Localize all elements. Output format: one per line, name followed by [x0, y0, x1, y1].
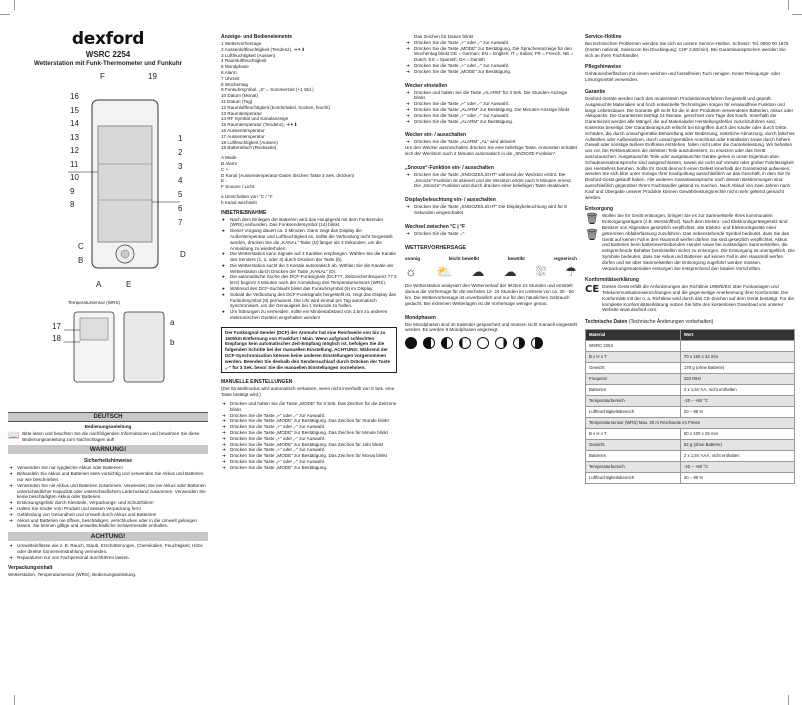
arrow-icon: ➔ [222, 453, 226, 459]
unit-switch-list [405, 231, 577, 237]
callout-label: C [78, 242, 84, 251]
snooze-list [405, 172, 577, 189]
setup-list [221, 217, 397, 321]
list-item-text: Akkus und Batterien nie öffnen, beschädigen, verschlucken oder in die Umwelt gelangen lassen. Sie können giftige und umweltschädliche Schwermetalle enthalten. [17, 517, 197, 529]
section-heading: Displaybeleuchtung ein- / ausschalten [405, 197, 496, 204]
callout-label: b [170, 338, 175, 347]
table-cell: Luftfeuchtigkeitsbereich [586, 407, 681, 418]
callout-label: 10 [70, 173, 79, 182]
list-item: D Kanal (Aussentemperatur-Daten löschen Taste 3 Sek. drücken) [221, 172, 355, 178]
sensor-figure [8, 300, 208, 408]
list-item: 14 RF Symbol und Kanalanzeige [221, 116, 289, 122]
bullet-icon: ● [222, 286, 225, 292]
arrow-icon: ➔ [406, 89, 410, 95]
list-item [405, 90, 577, 102]
list-item-text: Drücken Sie die Taste „+“ oder „-“ zur Auswahl. [414, 112, 510, 118]
rain-cloud-icon: ☂ [565, 264, 577, 280]
table-cell: -20 – +60 °C [680, 462, 794, 473]
crop-mark [0, 14, 10, 15]
table-cell: 60 x 100 x 25 mm [680, 429, 794, 440]
list-item-text: Dieser Vorgang dauert ca. 3 Minuten. Dann zeigt das Display die Außentemperatur und Luftfeuchtigkeit an. Sollte die Verbindung nicht hergestellt werden, drücken Sie die „KANAL“ Taste (D) länger als 3 Sekunden, um die Anmeldung zu wiederholen. [230, 228, 393, 251]
section-heading: Mondphasen [405, 314, 436, 321]
list-item-text: Drücken Sie die Taste „MODE“ zur Bestätigung. Das Zeichen für Minute blinkt [230, 430, 388, 436]
arrow-icon: ➔ [406, 139, 410, 145]
section-heading: Wecker ein- / ausschalten [405, 132, 467, 139]
list-item-text: Drücken Sie die Taste „MODE“ zur Bestätigung. [230, 464, 328, 470]
list-item [221, 309, 397, 321]
section-heading: Sicherheitshinweise [83, 458, 133, 465]
table-row [586, 418, 795, 429]
table-row [586, 462, 795, 473]
table-cell: Temperaturbereich [586, 462, 681, 473]
sensor-buttons-list [221, 194, 397, 206]
bullet-icon: ● [222, 251, 225, 257]
list-item-text: Drücken und halten Sie die Taste „MODE“ für 3 Sek. Das Zeichen für die Zeitzone blinkt. [230, 401, 397, 412]
table-cell: 52 g (ohne Batterie) [680, 440, 794, 451]
sensor-label: Temperatursensor (WRS) [68, 300, 121, 305]
arrow-icon: ➔ [9, 554, 13, 560]
list-item [221, 465, 397, 471]
table-cell: Batterien [586, 451, 681, 462]
book-icon: 📖 [8, 429, 20, 440]
list-item-text: Gefährdung von Gesundheit und Umwelt durch Akkus und Batterien! [17, 511, 157, 517]
callout-label: 18 [52, 334, 61, 343]
list-item-text: Drücken Sie die Taste „+“ oder „-“ zur Auswahl. [230, 447, 326, 453]
list-item: 13 Raumtemperatur [221, 110, 262, 116]
arrow-icon: ➔ [222, 459, 226, 464]
list-item [221, 263, 397, 275]
section-heading: WETTERVORHERSAGE [405, 244, 466, 251]
arrow-icon: ➔ [406, 39, 410, 45]
table-cell: B x H x T [586, 429, 681, 440]
bullet-icon: ● [222, 291, 225, 297]
callout-label: 9 [70, 186, 75, 196]
bullet-icon: ● [222, 262, 225, 268]
arrow-icon: ➔ [9, 500, 13, 506]
table-cell: Luftfeuchtigkeitsbereich [586, 473, 681, 484]
callout-label: 13 [70, 132, 79, 142]
sensor-illustration [8, 308, 208, 408]
callout-label: E [126, 280, 132, 289]
list-item [405, 204, 577, 216]
left-callouts [70, 90, 84, 212]
date-steps-list [405, 40, 577, 75]
list-item: B Alarm [221, 160, 238, 166]
moon-phase-icon [495, 337, 507, 349]
hotline-text: Bei technischen Problemen wenden Sie sich an unsere Service-Hotline. Schweiz: Tel. 0900 00 1675 (Kosten national, Swisscom bei Drucklegung: CHF 2,60/min). Bei Garantieansprüchen wenden Sie sich an Ihren Fachhändler. [585, 41, 789, 58]
table-cell: 2 x 1,5V AA, nicht enthalten [680, 385, 794, 396]
list-item: 8 Wochentag [221, 81, 248, 87]
alarm-toggle-list [405, 139, 577, 145]
moon-phase-icon [459, 337, 471, 349]
display-elements-list [221, 41, 397, 151]
disposal-icons [585, 213, 599, 271]
list-item [405, 231, 577, 237]
callout-label: 2 [178, 148, 183, 157]
moon-phase-icon [405, 337, 417, 349]
callout-label: 4 [178, 176, 183, 185]
list-item-text: Drücken Sie die Taste „+“ oder „-“ zur Auswahl. [230, 424, 326, 430]
list-item-text: Drücken Sie die Taste „ALARM“ zur Bestätigung. Die Minuten-Anzeige blinkt. [414, 106, 571, 112]
list-item-text: Drücken Sie die Taste „MODE“ zur Bestätigung. Das Zeichen für Stunde blinkt [230, 418, 389, 424]
table-cell: Temperatursensor (WRS) Max. 30 m Reichweite im Freien [586, 418, 795, 429]
section-heading: INBETRIEBNAHME [221, 209, 267, 216]
callout-label: 1 [178, 134, 183, 143]
arrow-icon: ➔ [9, 465, 13, 471]
callout-label: 8 [70, 200, 75, 209]
table-cell: 178 g (ohne Batterie) [680, 363, 794, 374]
crop-mark [14, 0, 15, 10]
table-cell: B x H x T [586, 352, 681, 363]
cloud-icon: ☁ [471, 264, 485, 280]
brand-logo: dexford [71, 29, 145, 49]
right-callouts [178, 132, 192, 230]
moon-text: Die Mondphasen sind im Kalender gespeichert und müssen nicht manuell eingestellt werden. Es werden 8 Mondphasen angezeigt. [405, 321, 577, 333]
disposal-block [585, 213, 795, 271]
table-cell: 20 – 95 % [680, 407, 794, 418]
arrow-icon: ➔ [406, 204, 410, 210]
list-item [221, 228, 397, 251]
arrow-icon: ➔ [406, 45, 410, 51]
alarm-note: Um den Wecker auszuschalten drücken Sie eine beliebige Taste. Ansonsten schaltet sich der Wecktom nach 2 Minuten automatisch in die „SNOOZE-Funktion“. [405, 145, 577, 156]
device-figure [8, 72, 208, 300]
list-item-text: Drücken Sie die Taste „MODE“ zur Bestätigung. Die Sprachenanzeige für den Wochentag blinkt GE = German; EN = English; IT = Italian; FR = French; NE = Dutch; ES = Spanish; DA = Danish [414, 45, 574, 63]
table-row [586, 363, 795, 374]
list-item-text: Während des DCF-Suchlaufs blinkt das Funkuhrsymbol (9) im Display. [230, 286, 374, 292]
arrow-icon: ➔ [9, 482, 13, 488]
list-item-text: Verwenden Sie nur typgleiche Akkus oder Batterien! [17, 465, 123, 471]
crop-mark [14, 695, 15, 705]
arrow-icon: ➔ [222, 412, 226, 418]
crop-mark [788, 695, 789, 705]
arrow-icon: ➔ [406, 68, 410, 74]
column-1 [8, 30, 208, 577]
list-item: 7 Uhrzeit [221, 75, 240, 81]
crossed-bin-icon: 🗑 [585, 229, 599, 242]
table-row [586, 407, 795, 418]
section-heading: Konformitätserklärung [585, 277, 639, 284]
arrow-icon: ➔ [222, 401, 226, 407]
list-item-text: Drücken und halten Sie die Taste „ALARM“ für 3 Sek. Die Stunden-Anzeige blinkt. [414, 89, 568, 101]
list-item: 6 Alarm [221, 69, 237, 75]
callout-label: 7 [178, 218, 183, 227]
section-heading: Verpackungsinhalt [8, 564, 53, 571]
notice-text: Bitte lesen und beachten Sie die nachfolgenden Informationen und bewahren Sie diese Bedienungsanleitung zum Nachschlagen auf! [22, 430, 200, 442]
callout-label: B [78, 256, 84, 265]
column-4 [585, 34, 795, 484]
pack-contents: Wetterstation, Temperatursensor (WRS), Bedienungsanleitung. [8, 571, 137, 577]
list-item: a Umschalten von °C / °F [221, 193, 273, 199]
list-item [405, 69, 577, 75]
list-item-text: Drücken Sie die Taste „+“ oder „-“ zur Auswahl. [414, 62, 510, 68]
list-item-text: Drücken Sie die Taste „-“ [414, 230, 465, 236]
alarm-steps-list [405, 90, 577, 125]
model-number: WSRC 2254 [85, 50, 131, 59]
table-header-cell: Material [586, 330, 681, 341]
bullet-icon: ● [222, 309, 225, 315]
list-item: 15 Raumtemperatur (Tendenz), ➔✦⬇ [221, 122, 298, 128]
list-item: 17 Aussentemperatur [221, 133, 265, 139]
list-item [8, 555, 208, 561]
list-item-text: Um Störungen zu vermeiden, sollte ein Mindestabstand von 2,5m zu anderen elektronischen Geräten eingehalten werden! [230, 309, 388, 321]
list-item-text: Drücken Sie die Taste „+“ oder „-“ zur Auswahl. [230, 435, 326, 441]
section-heading: Service-Hotline [585, 34, 622, 40]
arrow-icon: ➔ [222, 447, 226, 453]
arrow-icon: ➔ [406, 112, 410, 118]
list-item: 16 Aussentemperatur [221, 127, 265, 133]
arrow-icon: ➔ [406, 171, 410, 177]
callout-label: 11 [70, 159, 79, 169]
callout-label: 17 [52, 322, 61, 331]
arrow-icon: ➔ [406, 230, 410, 236]
section-heading: Bedienungsanleitung [84, 424, 132, 429]
list-item-text: Drücken Sie die Taste „+“ oder „-“ zur Auswahl. [230, 459, 326, 464]
list-item-text: Drücken Sie die Taste „ALARM“ zur Bestätigung. [414, 118, 514, 124]
table-row [586, 352, 795, 363]
arrow-icon: ➔ [222, 441, 226, 447]
list-item: 10 Datum (Monat) [221, 93, 259, 99]
section-heading: Garantie [585, 88, 606, 95]
list-item-text: Sobald die Verbindung des DCF-Funksignals hergestellt ist, zeigt das Display das Funkuhrsymbol (9) permanent. Die Uhr wird einmal pro Tag automatisch synchronisiert, um die Genauigkeit bei 1 Sekunde zu halten. [230, 291, 396, 309]
crop-mark [788, 0, 789, 10]
callout-label: F [100, 72, 105, 81]
list-item [405, 172, 577, 189]
list-item [221, 401, 397, 413]
list-item-text: Drücken Sie die Taste „ALARM“ „AL“ wird aktiviert [414, 139, 516, 145]
forecast-icons [405, 264, 577, 279]
table-row [586, 385, 795, 396]
forecast-label-partly-cloudy: leicht bewölkt [448, 255, 480, 261]
safety-list [8, 465, 208, 529]
table-row [586, 440, 795, 451]
table-cell: 70 x 160 x 32 mm [680, 352, 794, 363]
moon-phase-icon [531, 337, 543, 349]
disposal-text: Wollen Sie Ihr Gerät entsorgen, bringen Sie es zur Sammelstelle Ihres kommunalen Entsorgungsträgers (z.B. Wertstoffhof). Nach dem Elektro- und Elektronikgerätegesetz sind Besitzer von Altgeräten gesetzlich verpflichtet, alte Elektro- und Elektronikgeräte einer getrennten Abfallerfassung zuzuführen. Das nebenstehende Symbol bedeutet, dass Sie das Gerät auf keinen Fall in den Hausmüll werfen dürfen! Sie sind gesetzlich verpflichtet, Akkus und Batterien beim batterievertreibenden Handel sowie bei zuständigen Sammelstellen, die entsprechende Behälter bereitstellen sicher zu entsorgen. Die Entsorgung ist unentgeltlich. Die Symbole bedeuten, dass Sie Akkus und Batterien auf keinen Fall in den Hausmüll werfen dürfen und sie über Sammelstellen der Entsorgung zugeführt werden müssen. Verpackungsmaterialien entsorgen Sie entsprechend den lokalen Vorschriften. [601, 213, 795, 271]
list-item [8, 483, 208, 500]
column-3 [405, 34, 577, 349]
arrow-icon: ➔ [222, 424, 226, 430]
manual-steps-list [221, 401, 397, 471]
section-heading: Wecker einstellen [405, 82, 448, 89]
list-item-text: Drücken Sie die Taste „SNOOZE/LIGHT“ Die Displaybeleuchtung wird für 8 Sekunden eingeschaltet. [414, 204, 567, 215]
list-item [405, 139, 577, 145]
table-row [586, 396, 795, 407]
list-item [8, 471, 208, 483]
list-item: 19 Batteriefach (Rückseite) [221, 145, 277, 151]
list-item-text: Umwelteinflüsse wie z. B. Rauch, Staub, Erschütterungen, Chemikalien, Feuchtigkeit, Hitze oder direkte Sonneneinstrahlung vermeiden. [17, 543, 203, 554]
table-cell: Temperaturbereich [586, 396, 681, 407]
callout-label: 12 [70, 146, 79, 155]
callout-label: 5 [178, 190, 183, 199]
date-intro: Das Zeichen für Datum blinkt [414, 34, 474, 39]
list-item [221, 251, 397, 263]
section-heading [585, 319, 795, 326]
list-item: 2 Aussenluftfeuchtigkeit (Tendenz), ➔✦⬇ [221, 46, 306, 52]
forecast-labels [405, 256, 577, 262]
list-item-text: Verwenden Sie nie Akkus und Batterien zusammen. Verwenden Sie nie Akkus oder Batterien unterschiedlicher Kapazität oder unterschiedlichem Ladezustand zusammen. Verwenden Sie keine beschädigten Akkus oder Batterien. [17, 482, 206, 500]
bullet-icon: ● [222, 274, 225, 280]
rain-cloud-icon: ⛆ [535, 264, 547, 280]
read-notice [8, 431, 208, 443]
list-item [8, 543, 208, 555]
section-heading: Anzeige- und Bedienelemente [221, 34, 293, 40]
bullet-icon: ● [222, 228, 225, 234]
list-item [8, 518, 208, 530]
arrow-icon: ➔ [222, 464, 226, 470]
moon-phase-icon [423, 337, 435, 349]
table-row [586, 374, 795, 385]
sun-cloud-icon: ⛅ [436, 264, 453, 280]
list-item [405, 119, 577, 125]
list-item: A Mode [221, 155, 237, 161]
list-item: F Snooze / Licht [221, 184, 255, 190]
moon-phase-icon [441, 337, 453, 349]
list-item: 3 Luftfeuchtigkeit (Aussen) [221, 52, 276, 58]
table-cell: 2 x 1,5V AAA, nicht enthalten [680, 451, 794, 462]
care-text: Gehäuseoberflächen mit einem weichen und fusselfreien Tuch reinigen. Keine Reinigungs- oder Lösungsmittel verwenden. [585, 71, 781, 83]
buttons-list [221, 155, 397, 190]
list-item: 18 Luftfeuchtigkeit (Aussen) [221, 139, 278, 145]
list-item-text: Drücken Sie die Taste „SNOOZE/LIGHT“ während der Weckton ertönt. Die „Snooze“-Funktion ist aktiviert und der Weckton ertönt nach 5 Minuten erneut. Die „Snooze“-Funktion wird durch drücken einer beliebigen Taste deaktiviert. [414, 171, 572, 189]
crop-mark [792, 14, 802, 15]
callout-label: A [96, 280, 102, 289]
language-banner: DEUTSCH [8, 412, 208, 422]
moon-phase-icon [477, 337, 489, 349]
table-header-row [586, 330, 795, 341]
callout-label: 16 [70, 92, 79, 101]
list-item [221, 217, 397, 229]
forecast-label-rainy: regnerisch [553, 255, 577, 261]
arrow-icon: ➔ [9, 471, 13, 477]
arrow-icon: ➔ [222, 435, 226, 441]
callout-label: 3 [178, 162, 183, 171]
list-item [221, 292, 397, 309]
callout-label: a [170, 318, 175, 327]
forecast-label-sunny: sonnig [405, 255, 421, 261]
list-item-text: Nach dem Einlegen der Batterien wird das Hauptgerät mit dem Funksender (WRS) verbunden. Das Funksendersymbol (14) blinkt. [230, 216, 384, 228]
tech-heading-note: (Technische Änderungen vorbehalten) [628, 319, 714, 326]
caution-list [8, 543, 208, 560]
list-item: b Kanal wechseln [221, 199, 258, 205]
sun-icon: ☼ [405, 264, 417, 280]
list-item: 11 Datum (Tag) [221, 98, 253, 104]
table-cell [680, 341, 794, 352]
manual-intro: (Der Einstellmodus wird automatisch verlassen, wenn nicht innerhalb von 8 Sek. eine Taste betätigt wird.) [221, 386, 395, 398]
list-item-text: Die automatische Suche des DCF-Funksignals (DCF77, Zeitzeichenfrequenz 77.5 kHz) beginnt 3 Minuten nach der Anmeldung des Temperatursensors (WRS). [230, 274, 397, 286]
table-cell: 433 MHz [680, 374, 794, 385]
list-item-text: Drücken Sie die Taste „+“ oder „-“ zur Auswahl. [230, 412, 326, 418]
list-item-text: Halten Sie Kinder vom Produkt und dessen Verpackung fern! [17, 505, 141, 511]
list-item-text: Drücken Sie die Taste „MODE“ zur Bestätigung. Das Zeichen für Monat blinkt [230, 453, 387, 459]
tech-data-table [585, 329, 795, 484]
list-item-text: Die Wetterstation sucht die 3 Kanäle automatisch ab. Wählen Sie die Kanäle der Wetterstation durch Drücken der Taste „KANAL“ (D). [230, 262, 394, 274]
cloud-icon: ☁ [503, 264, 517, 280]
warning-banner: WARNUNG! [8, 445, 208, 454]
arrow-icon: ➔ [406, 62, 410, 68]
crossed-bin-icon: 🗑 [585, 213, 599, 226]
forecast-label-cloudy: bewölkt [507, 255, 525, 261]
list-item-text: Drücken Sie die Taste „MODE“ zur Bestätigung. [414, 68, 512, 74]
list-item: 5 Mondphase [221, 64, 249, 70]
conformity-block [585, 284, 795, 313]
light-list [405, 204, 577, 216]
forecast-text: Die Wetterstation analysiert den Wetterverlauf der letzten 24 Stunden und ermittelt daraus die Vorhersage für die nächsten 12- 24 Stunden im Umkreis von ca. 30 - 50 km. Die Wettervorhersage ist unverbindlich und nur für den häuslichen Gebrauch gedacht. Bei extremen Wetterlagen ist die Vorhersage weniger genau. [405, 283, 574, 306]
table-cell: Frequenz [586, 374, 681, 385]
callout-label: D [180, 250, 186, 259]
section-heading: Entsorgung [585, 206, 614, 213]
list-item: C + [221, 166, 229, 172]
bullet-icon: ● [222, 216, 225, 222]
table-cell: Batterien [586, 385, 681, 396]
arrow-icon: ➔ [406, 118, 410, 124]
moon-phases [405, 337, 577, 349]
callout-label: 14 [70, 119, 79, 128]
column-2 [221, 34, 397, 471]
list-item: 1 Wettervorhersage [221, 41, 262, 46]
table-header-cell: Wert [680, 330, 794, 341]
arrow-icon: ➔ [9, 511, 13, 517]
list-item-text: Drücken Sie die Taste „+“ oder „-“ zur Auswahl. [414, 101, 510, 107]
callout-label: 19 [148, 72, 157, 81]
list-item [221, 274, 397, 286]
ce-mark-icon: CE [585, 284, 600, 296]
tech-heading: Technische Daten [585, 319, 628, 326]
section-heading: Wechsel zwischen °C | °F [405, 223, 466, 230]
list-item: E - [221, 178, 227, 184]
conformity-text: Dieses Gerät erfüllt die Anforderungen der Richtlinie 1999/5/EG über Funkanlagen und Telekommunikationseinrichtungen und die gegenseitige Anerkennung ihrer Konformität. Die Konformität mit der o. a. Richtlinie wird durch das CE-Zeichen auf dem Gerät bestätigt. Für die komplette Konformitätserklärung nutzen Sie bitte den kostenlosen Download von unserer Website www.dexford.com. [602, 284, 794, 313]
arrow-icon: ➔ [9, 517, 13, 523]
callout-label: 6 [178, 204, 183, 213]
warranty-text: Dexford-Geräte werden nach den modernsten Produktionsverfahren hergestellt und geprüft. Ausgesuchte Materialien und hoch entwickelte Technologien sorgen für einwandfreie Funktion und lange Lebensdauer. Die Garantie gilt nicht für die in den Produkten verwendeten Batterien, Akkus oder Akkupacks. Die Garantiezeit beträgt 24 Monate, gerechnet vom Tage des Kaufs. Innerhalb der Garantiezeit werden alle Mängel, die auf Materialoder Herstellungsfehler zurückzuführen sind, kostenlos beseitigt. Der Garantieanspruch erlischt bei Eingriffen durch den Käufer oder durch Dritte. Schäden, die durch unsachgemäße Behandlung oder Bedienung, natürliche Abnutzung, durch falsches Aufstellen oder Aufbewahren, durch unsachgemäßen Anschluss oder Installation sowie durch höhere Gewalt oder sonstige äußere Einflüsse entstehen, fallen nicht unter die Garantieleistung. Wir behalten uns vor, bei Reklamationen die defekten Teile auszubessern, zu ersetzen oder das Gerät auszutauschen. Ausgetauschte Teile oder ausgetauschte Geräte gehen in unser Eigentum über. Schadenersatzansprüche sind ausgeschlossen, soweit sie nicht auf Vorsatz oder grober Fahrlässigkeit des Herstellers beruhen. Sollte Ihr Gerät dennoch einen Defekt innerhalb der Garantiezeit aufweisen, wenden Sie sich bitte unter Vorlage Ihrer Kaufquittung ausschließlich an das Geschäft, in dem Sie Ihr Dexford-Gerät gekauft haben. Alle weiteren Garantieansprüche nach dessen Bestimmungen sind ausschließlich gegenüber Ihrem Fachhändler geltend zu machen. Nach Ablauf von zwei Jahren nach Kauf und Übergabe unserer Produkte können Gewährleistungsrechte nicht mehr geltend gemacht werden. [585, 95, 795, 200]
callout-label: 15 [70, 105, 79, 115]
list-item: 9 Funkuhrsymbol, „S“ = Sommerzeit (+1 Std.) [221, 87, 314, 93]
section-heading: Pflegehinweise [585, 64, 622, 71]
arrow-icon: ➔ [406, 101, 410, 107]
section-heading: „Snooze“-Funktion ein- / ausschalten [405, 164, 494, 171]
arrow-icon: ➔ [406, 106, 410, 112]
list-item-text: Die Wetterstation kann Signale auf 3 Kanälen empfangen. Wählen Sie die Kanäle des Senders (1, 2, oder 3) durch Drücken der Taste (b). [230, 251, 396, 263]
list-item-text: Reparaturen nur von Fachpersonal durchführen lassen. [17, 554, 130, 560]
table-cell: -20 – +50 °C [680, 396, 794, 407]
table-row [586, 451, 795, 462]
section-heading: MANUELLE EINSTELLUNGEN [221, 379, 293, 386]
list-item [405, 46, 577, 63]
arrow-icon: ➔ [9, 505, 13, 511]
table-row [586, 341, 795, 352]
table-cell: Gewicht [586, 363, 681, 374]
list-item-text: Erstickungsgefahr durch Kleinteile, Verpackungs- und Schutzfolien! [17, 500, 154, 506]
caution-banner: ACHTUNG! [8, 532, 208, 541]
list-item-text: Drücken Sie die Taste „MODE“ zur Bestätigung. Das Zeichen für Jahr blinkt [230, 441, 384, 447]
arrow-icon: ➔ [222, 418, 226, 424]
table-cell: 20 – 95 % [680, 473, 794, 484]
table-row [586, 429, 795, 440]
table-cell: Gewicht [586, 440, 681, 451]
list-item: 4 Raumluftfeuchtigkeit [221, 58, 267, 64]
list-item: 12 Raumluftfeuchtigkeit (komfortabel, trocken, feucht) [221, 104, 331, 110]
table-row [586, 473, 795, 484]
moon-phase-icon [513, 337, 525, 349]
arrow-icon: ➔ [222, 430, 226, 436]
list-item-text: Behandeln Sie Akkus und Batterien stets vorsichtig und verwenden Sie Akkus und Batterien nur wie beschrieben. [17, 471, 204, 482]
table-cell: WSRC 2254 [586, 341, 681, 352]
arrow-icon: ➔ [9, 543, 13, 549]
dcf-notice-box: Der Funksignal-Sender (DCF) der Atomuhr hat eine Reichweite von bis zu 1500km Entfernung von Frankfurt / Main. Wenn aufgrund schlechten Empfangs kein automatischer Zeit-Empfang möglich ist, befolgen Sie die folgenden Schritte bei der manuellen Einstellung. ACHTUNG: Während der DCF-Synchronisation können keine anderen Einstellungen vorgenommen werden. Beenden Sie deshalb den Sendersuchlauf durch Drücken der Taste „-“ für 3 Sek. bevor Sie die manuellen Einstellungen vornehmen. [221, 327, 397, 374]
product-subtitle: Wetterstation mit Funk-Thermometer und Funkuhr [33, 60, 183, 67]
list-item-text: Drücken Sie die Taste „+“ oder „-“ zur Auswahl. [414, 39, 510, 45]
